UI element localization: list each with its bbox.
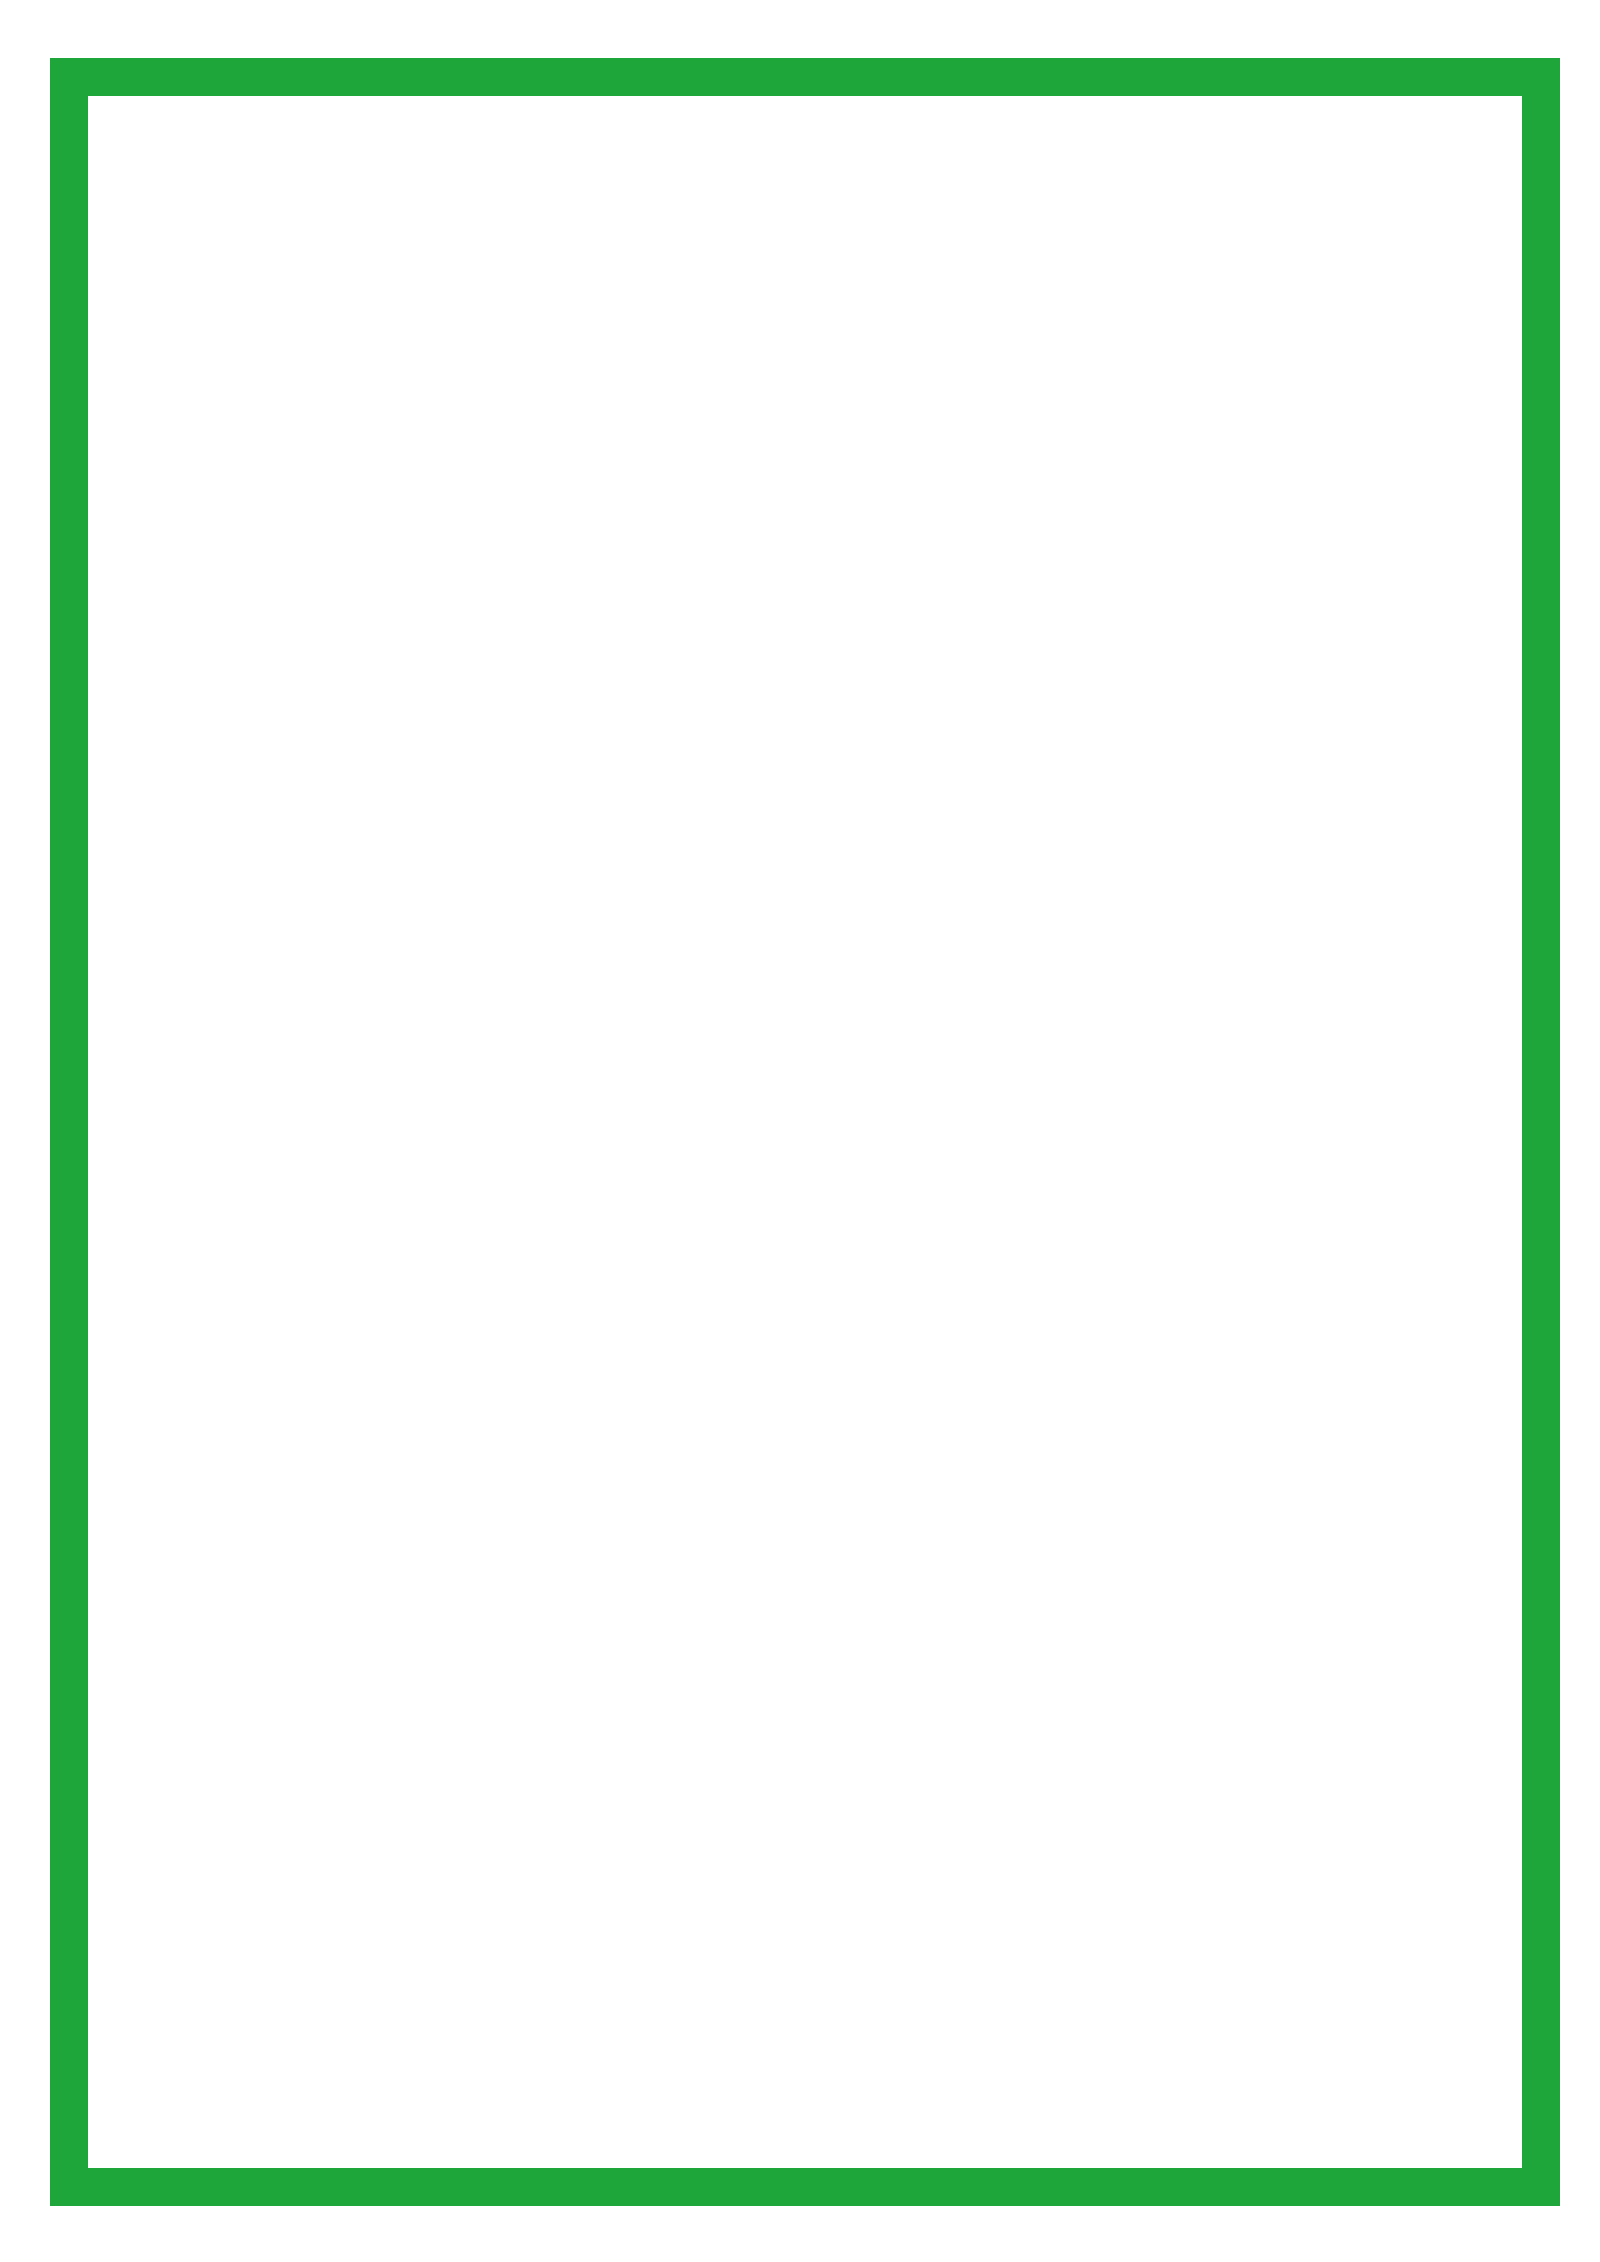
page-content — [96, 100, 1504, 2160]
